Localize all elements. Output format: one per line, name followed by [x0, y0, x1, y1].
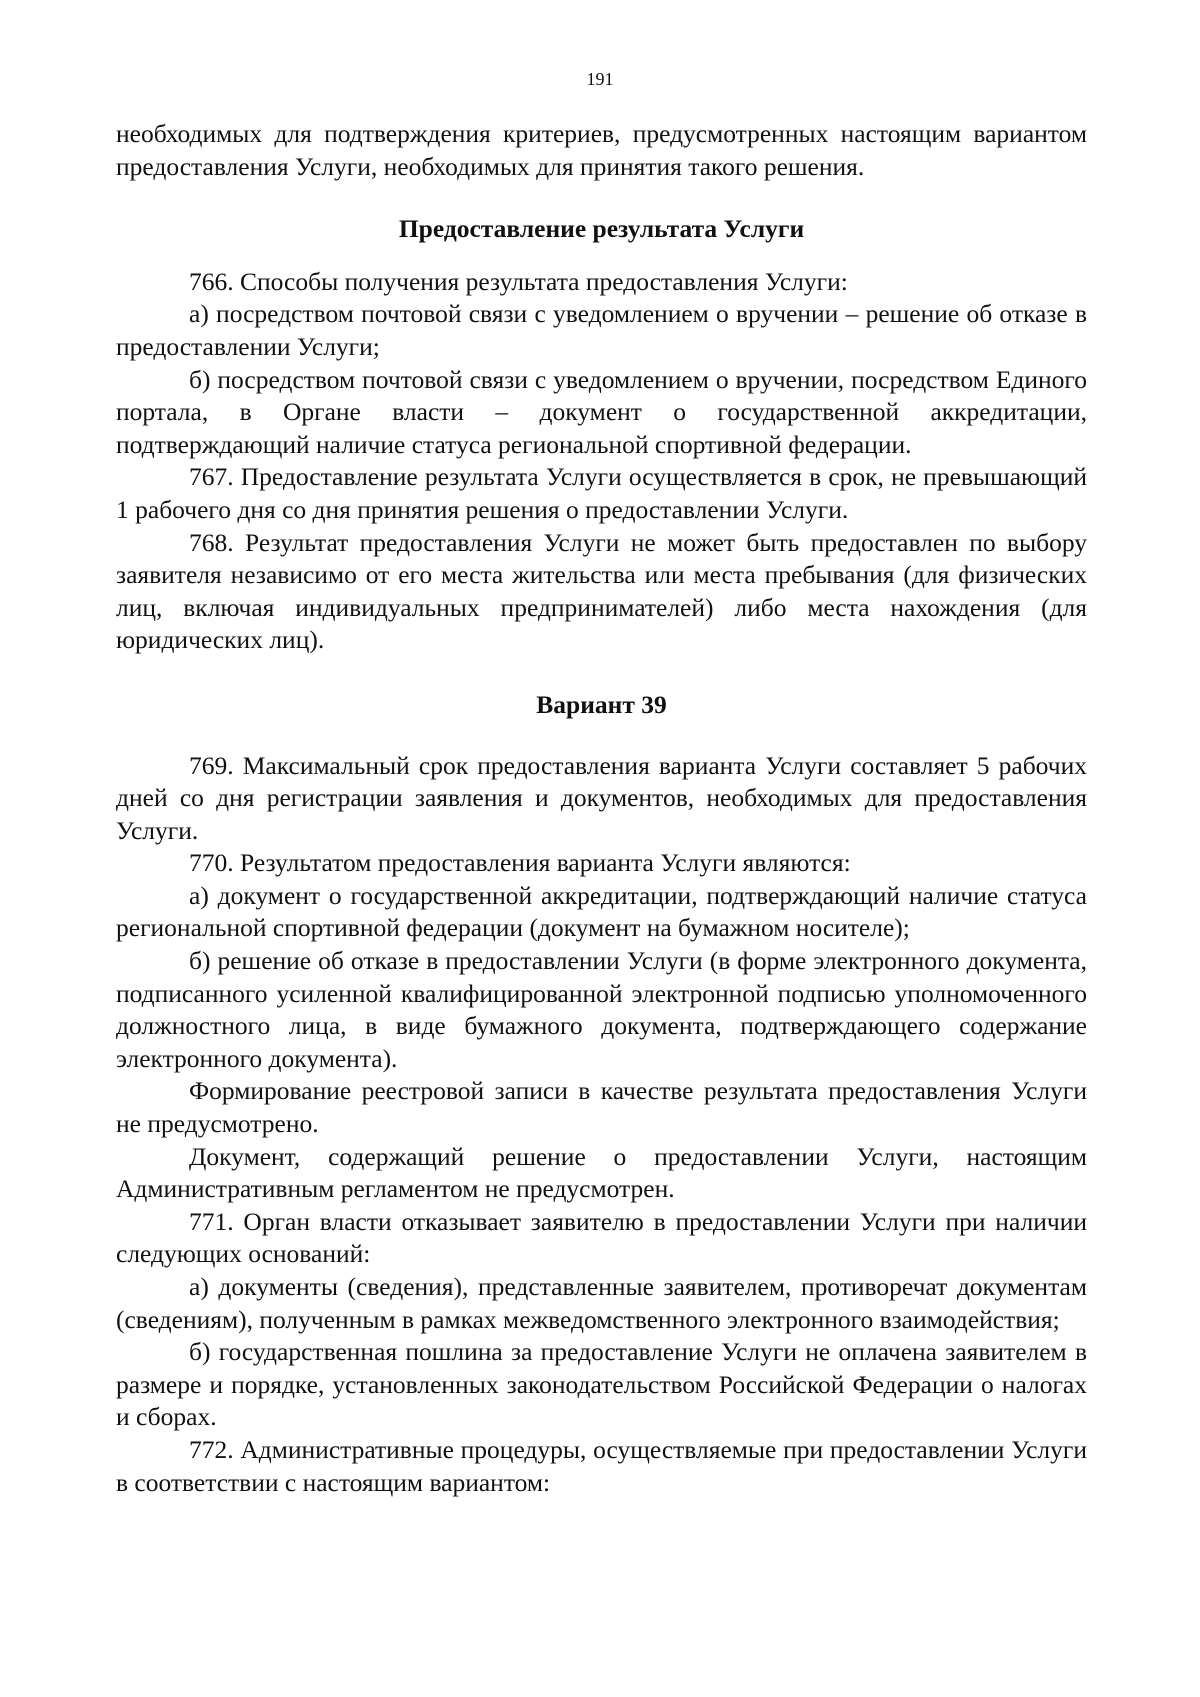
- paragraph-770: 770. Результатом предоставления варианта Услуги являются:: [189, 848, 851, 878]
- paragraph-770-a: а) документ о государственной аккредитации, подтверждающий наличие статуса региональной спортивной федерации (документ на бумажном носителе);: [116, 880, 1087, 943]
- paragraph-766-b: б) посредством почтовой связи с уведомлением о вручении, посредством Единого портала, в Органе власти – документ о государственной аккредитации, подтверждающий наличие статуса региональной спортивной федерации.: [116, 364, 1087, 459]
- paragraph-continuation: необходимых для подтверждения критериев, предусмотренных настоящим вариантом предоставления Услуги, необходимых для принятия такого решения.: [116, 119, 1087, 181]
- paragraph-771-a: а) документы (сведения), представленные заявителем, противоречат документам (сведениям), полученным в рамках межведомственного электронного взаимодействия;: [116, 1272, 1087, 1334]
- paragraph-766: 766. Способы получения результата предоставления Услуги:: [189, 266, 848, 296]
- paragraph-registry-record: Формирование реестровой записи в качестве результата предоставления Услуги не предусмотрено.: [116, 1076, 1087, 1139]
- paragraph-766-a: а) посредством почтовой связи с уведомлением о вручении – решение об отказе в предоставлении Услуги;: [116, 299, 1087, 361]
- section-heading-result: Предоставление результата Услуги: [398, 214, 805, 244]
- page-number: 191: [586, 69, 614, 89]
- paragraph-767: 767. Предоставление результата Услуги осуществляется в срок, не превышающий 1 рабочего дня со дня принятия решения о предоставлении Услуги.: [116, 462, 1087, 524]
- paragraph-decision-document: Документ, содержащий решение о предоставлении Услуги, настоящим Административным регламентом не предусмотрен.: [116, 1141, 1087, 1204]
- paragraph-772: 772. Административные процедуры, осуществляемые при предоставлении Услуги в соответствии с настоящим вариантом:: [116, 1434, 1087, 1497]
- paragraph-771: 771. Орган власти отказывает заявителю в предоставлении Услуги при наличии следующих оснований:: [116, 1206, 1087, 1269]
- paragraph-769: 769. Максимальный срок предоставления варианта Услуги составляет 5 рабочих дней со дня регистрации заявления и документов, необходимых для предоставления Услуги.: [116, 750, 1087, 845]
- section-heading-variant: Вариант 39: [536, 689, 667, 719]
- paragraph-768: 768. Результат предоставления Услуги не может быть предоставлен по выбору заявителя независимо от его места жительства или места пребывания (для физических лиц, включая индивидуальных предпринимателей) либо места нахождения (для юридических лиц).: [116, 527, 1087, 655]
- paragraph-771-b: б) государственная пошлина за предоставление Услуги не оплачена заявителем в размере и порядке, установленных законодательством Российской Федерации о налогах и сборах.: [116, 1337, 1087, 1432]
- document-body: [116, 118, 1087, 1499]
- paragraph-770-b: б) решение об отказе в предоставлении Услуги (в форме электронного документа, подписанного усиленной квалифицированной электронной подписью уполномоченного должностного лица, в виде бумажного документа, подтверждающего содержание электронного документа).: [116, 946, 1087, 1073]
